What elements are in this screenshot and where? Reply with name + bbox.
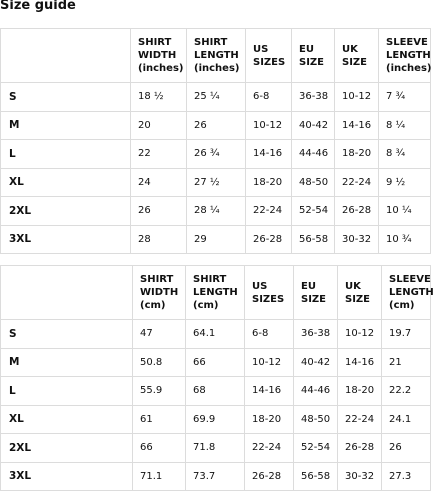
table-cell: 14-16: [338, 348, 382, 377]
table-row: [1, 140, 431, 169]
table-cell: 56-58: [292, 225, 335, 254]
table-row: [1, 462, 431, 491]
table-row: [1, 83, 431, 112]
table-cell: 22-24: [335, 168, 379, 197]
table-cell: 71.1: [133, 462, 186, 491]
table-cell: 44-46: [294, 377, 338, 406]
table-cell: 47: [133, 320, 186, 349]
table-cell: 40-42: [294, 348, 338, 377]
table-cell: 48-50: [292, 168, 335, 197]
table-cell: 22-24: [338, 405, 382, 434]
table-row: [1, 320, 431, 349]
table-cell: 10-12: [335, 83, 379, 112]
table-cell: 27.3: [382, 462, 431, 491]
table-cell: 26: [187, 111, 246, 140]
table-cell: 22-24: [246, 197, 292, 226]
size-label-cell: S: [1, 83, 131, 112]
table-cell: 56-58: [294, 462, 338, 491]
table-cell: 18-20: [335, 140, 379, 169]
table-cell: 55.9: [133, 377, 186, 406]
header-shirt-length: SHIRT LENGTH (cm): [186, 266, 245, 320]
table-cell: 27 ½: [187, 168, 246, 197]
table-cell: 8 ¼: [379, 111, 431, 140]
table-row: [1, 405, 431, 434]
table-header-row: [1, 29, 431, 83]
table-cell: 48-50: [294, 405, 338, 434]
header-eu-size: EU SIZE: [294, 266, 338, 320]
table-cell: 6-8: [245, 320, 294, 349]
size-table-inches: [0, 28, 431, 254]
table-cell: 18-20: [245, 405, 294, 434]
table-cell: 66: [186, 348, 245, 377]
table-cell: 10 ¼: [379, 197, 431, 226]
table-row: [1, 111, 431, 140]
header-shirt-width: SHIRT WIDTH (cm): [133, 266, 186, 320]
table-cell: 26-28: [335, 197, 379, 226]
table-cell: 25 ¼: [187, 83, 246, 112]
table-cell: 19.7: [382, 320, 431, 349]
header-shirt-length: SHIRT LENGTH (inches): [187, 29, 246, 83]
table-cell: 73.7: [186, 462, 245, 491]
table-row: [1, 197, 431, 226]
table-cell: 24: [131, 168, 187, 197]
table-row: [1, 377, 431, 406]
table-cell: 18-20: [338, 377, 382, 406]
size-label-cell: 2XL: [1, 197, 131, 226]
table-cell: 52-54: [292, 197, 335, 226]
table-cell: 26-28: [338, 434, 382, 463]
size-label-cell: M: [1, 111, 131, 140]
table-cell: 64.1: [186, 320, 245, 349]
size-label-cell: XL: [1, 168, 131, 197]
header-sleeve-length: SLEEVE LENGTH (cm): [382, 266, 431, 320]
page-title: Size guide: [0, 0, 76, 13]
header-shirt-width: SHIRT WIDTH (inches): [131, 29, 187, 83]
table-cell: 18 ½: [131, 83, 187, 112]
table-cell: 24.1: [382, 405, 431, 434]
table-cell: 61: [133, 405, 186, 434]
size-label-cell: 2XL: [1, 434, 133, 463]
table-cell: 7 ¾: [379, 83, 431, 112]
table-cell: 26: [382, 434, 431, 463]
table-cell: 18-20: [246, 168, 292, 197]
size-label-cell: S: [1, 320, 133, 349]
size-label-cell: 3XL: [1, 225, 131, 254]
table-cell: 71.8: [186, 434, 245, 463]
table-cell: 26 ¾: [187, 140, 246, 169]
size-label-cell: XL: [1, 405, 133, 434]
table-cell: 14-16: [246, 140, 292, 169]
table-cell: 28: [131, 225, 187, 254]
table-cell: 14-16: [335, 111, 379, 140]
table-cell: 36-38: [294, 320, 338, 349]
size-label-cell: L: [1, 377, 133, 406]
table-cell: 68: [186, 377, 245, 406]
table-cell: 26-28: [245, 462, 294, 491]
table-cell: 6-8: [246, 83, 292, 112]
header-corner-cell: [1, 266, 133, 320]
table-cell: 10-12: [245, 348, 294, 377]
table-cell: 50.8: [133, 348, 186, 377]
header-uk-size: UK SIZE: [338, 266, 382, 320]
table-row: [1, 348, 431, 377]
table-cell: 10-12: [338, 320, 382, 349]
header-sleeve-length: SLEEVE LENGTH (inches): [379, 29, 431, 83]
table-cell: 30-32: [335, 225, 379, 254]
size-label-cell: L: [1, 140, 131, 169]
table-cell: 44-46: [292, 140, 335, 169]
table-cell: 52-54: [294, 434, 338, 463]
header-us-sizes: US SIZES: [245, 266, 294, 320]
table-row: [1, 225, 431, 254]
table-cell: 26-28: [246, 225, 292, 254]
size-label-cell: M: [1, 348, 133, 377]
table-cell: 66: [133, 434, 186, 463]
table-header-row: [1, 266, 431, 320]
header-eu-size: EU SIZE: [292, 29, 335, 83]
table-cell: 69.9: [186, 405, 245, 434]
header-uk-size: UK SIZE: [335, 29, 379, 83]
table-cell: 10 ¾: [379, 225, 431, 254]
header-corner-cell: [1, 29, 131, 83]
table-cell: 28 ¼: [187, 197, 246, 226]
table-cell: 8 ¾: [379, 140, 431, 169]
table-cell: 40-42: [292, 111, 335, 140]
table-cell: 22-24: [245, 434, 294, 463]
table-row: [1, 168, 431, 197]
table-row: [1, 434, 431, 463]
size-table-cm: [0, 265, 434, 491]
table-cell: 21: [382, 348, 431, 377]
table-cell: 14-16: [245, 377, 294, 406]
size-label-cell: 3XL: [1, 462, 133, 491]
table-cell: 26: [131, 197, 187, 226]
table-cell: 20: [131, 111, 187, 140]
table-cell: 29: [187, 225, 246, 254]
table-cell: 22.2: [382, 377, 431, 406]
table-cell: 10-12: [246, 111, 292, 140]
table-cell: 36-38: [292, 83, 335, 112]
table-cell: 30-32: [338, 462, 382, 491]
table-cell: 22: [131, 140, 187, 169]
table-cell: 9 ½: [379, 168, 431, 197]
header-us-sizes: US SIZES: [246, 29, 292, 83]
